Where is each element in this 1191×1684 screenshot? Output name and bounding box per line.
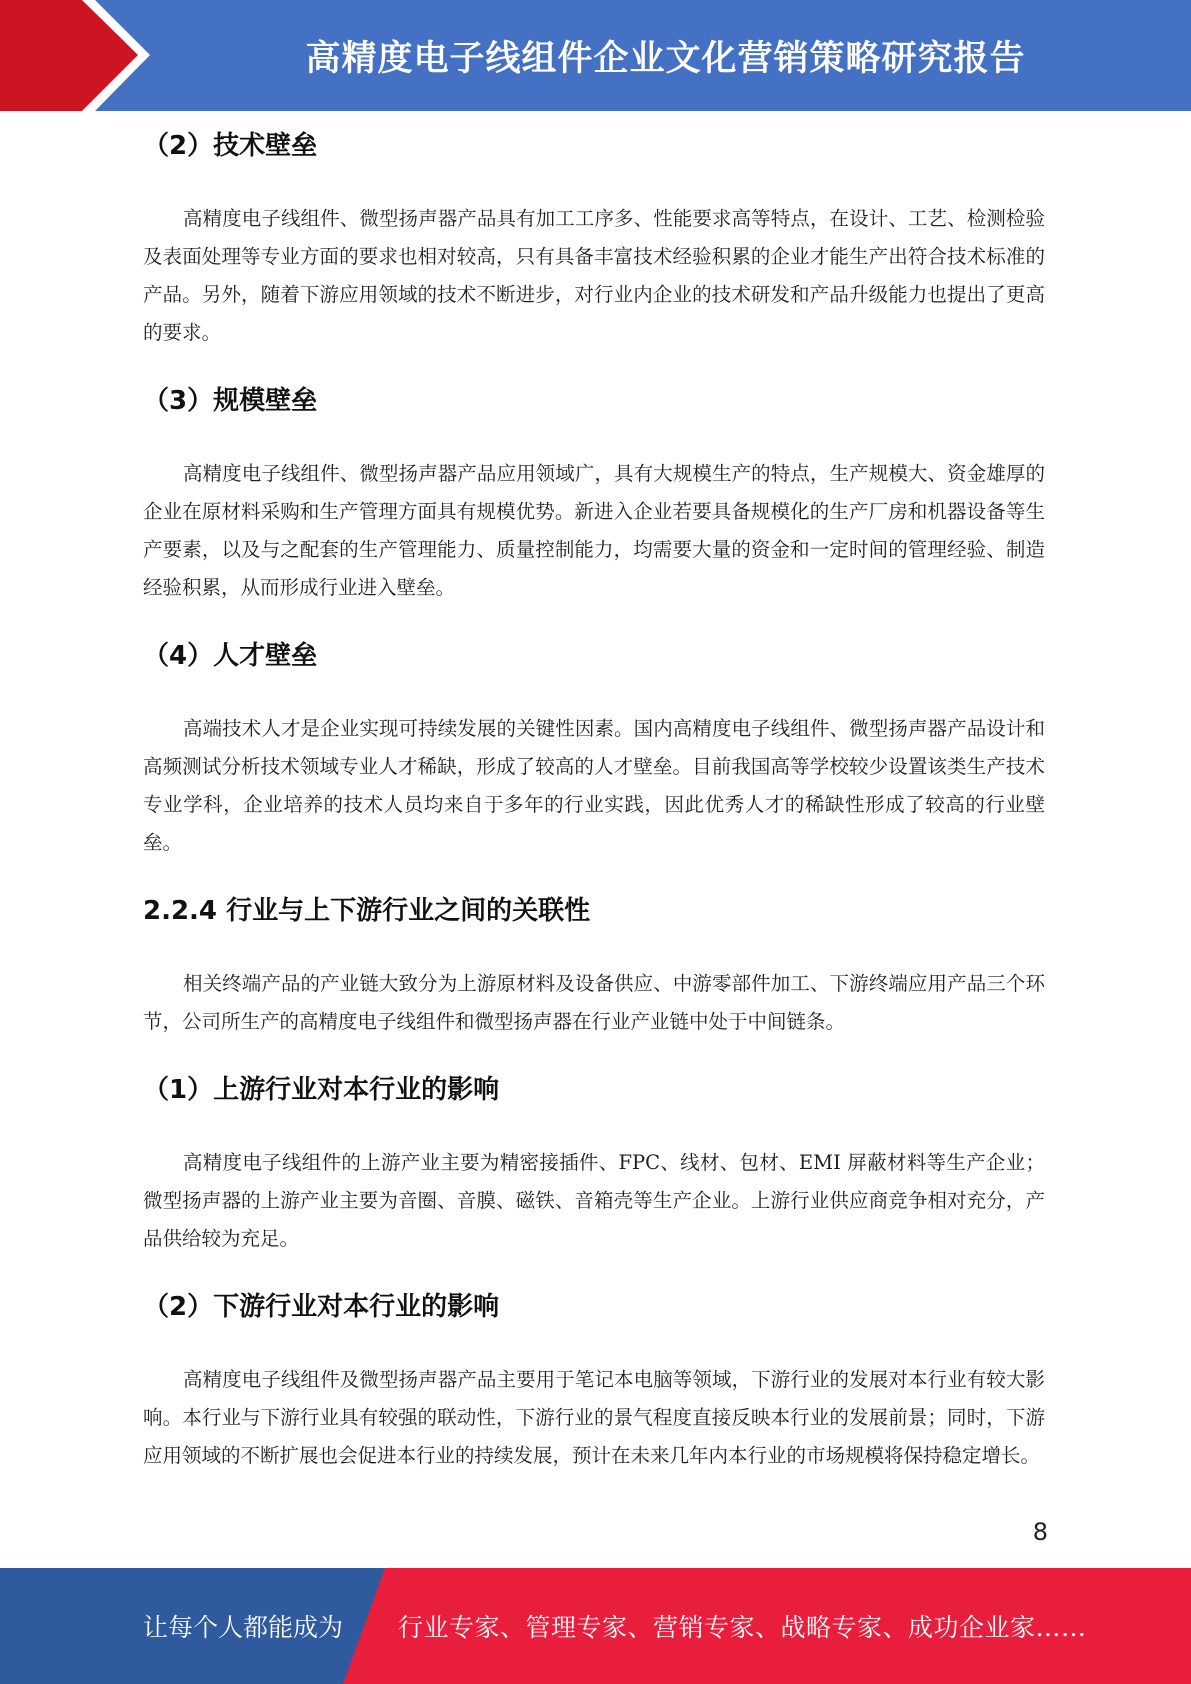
footer-slogan-left: 让每个人都能成为	[143, 1613, 344, 1642]
report-footer	[0, 1568, 1191, 1684]
section-title-2-2-4: 2.2.4 行业与上下游行业之间的关联性	[143, 896, 591, 926]
paragraph-talent-barrier: 高端技术人才是企业实现可持续发展的关键性因素。国内高精度电子线组件、微型扬声器产品设计和高频测试分析技术领域专业人才稀缺，形成了较高的人才壁垒。目前我国高等学校较少设置该类生产技术专业学科，企业培养的技术人员均来自于多年的行业实践，因此优秀人才的稀缺性形成了较高的行业壁垒。	[143, 717, 1045, 854]
heading-talent-barrier: （4）人才壁垒	[143, 641, 318, 671]
report-title: 高精度电子线组件企业文化营销策略研究报告	[305, 38, 1026, 79]
paragraph-upstream-impact: 高精度电子线组件的上游产业主要为精密接插件、FPC、线材、包材、EMI 屏蔽材料等生产企业；微型扬声器的上游产业主要为音圈、音膜、磁铁、音箱壳等生产企业。上游行业供应商竞争相对充分，产品供给较为充足。	[143, 1151, 1045, 1250]
heading-downstream-impact: （2）下游行业对本行业的影响	[143, 1292, 500, 1322]
page-number: 8	[1032, 1518, 1048, 1546]
heading-technical-barrier: （2）技术壁垒	[143, 131, 318, 161]
page-content	[143, 111, 1045, 1475]
report-header	[0, 0, 1191, 111]
paragraph-downstream-impact: 高精度电子线组件及微型扬声器产品主要用于笔记本电脑等领域，下游行业的发展对本行业有较大影响。本行业与下游行业具有较强的联动性，下游行业的景气程度直接反映本行业的发展前景；同时，下游应用领域的不断扩展也会促进本行业的持续发展，预计在未来几年内本行业的市场规模将保持稳定增长。	[143, 1368, 1045, 1467]
heading-upstream-impact: （1）上游行业对本行业的影响	[143, 1075, 500, 1105]
heading-scale-barrier: （3）规模壁垒	[143, 386, 318, 416]
footer-slogan-right: 行业专家、管理专家、营销专家、战略专家、成功企业家……	[398, 1613, 1087, 1642]
paragraph-technical-barrier: 高精度电子线组件、微型扬声器产品具有加工工序多、性能要求高等特点，在设计、工艺、检测检验及表面处理等专业方面的要求也相对较高，只有具备丰富技术经验积累的企业才能生产出符合技术标准的产品。另外，随着下游应用领域的技术不断进步，对行业内企业的技术研发和产品升级能力也提出了更高的要求。	[143, 207, 1045, 344]
paragraph-industry-chain: 相关终端产品的产业链大致分为上游原材料及设备供应、中游零部件加工、下游终端应用产品三个环节，公司所生产的高精度电子线组件和微型扬声器在行业产业链中处于中间链条。	[143, 972, 1045, 1033]
paragraph-scale-barrier: 高精度电子线组件、微型扬声器产品应用领域广，具有大规模生产的特点，生产规模大、资金雄厚的企业在原材料采购和生产管理方面具有规模优势。新进入企业若要具备规模化的生产厂房和机器设备等生产要素，以及与之配套的生产管理能力、质量控制能力，均需要大量的资金和一定时间的管理经验、制造经验积累，从而形成行业进入壁垒。	[143, 462, 1045, 599]
header-arrow-icon	[0, 0, 140, 111]
